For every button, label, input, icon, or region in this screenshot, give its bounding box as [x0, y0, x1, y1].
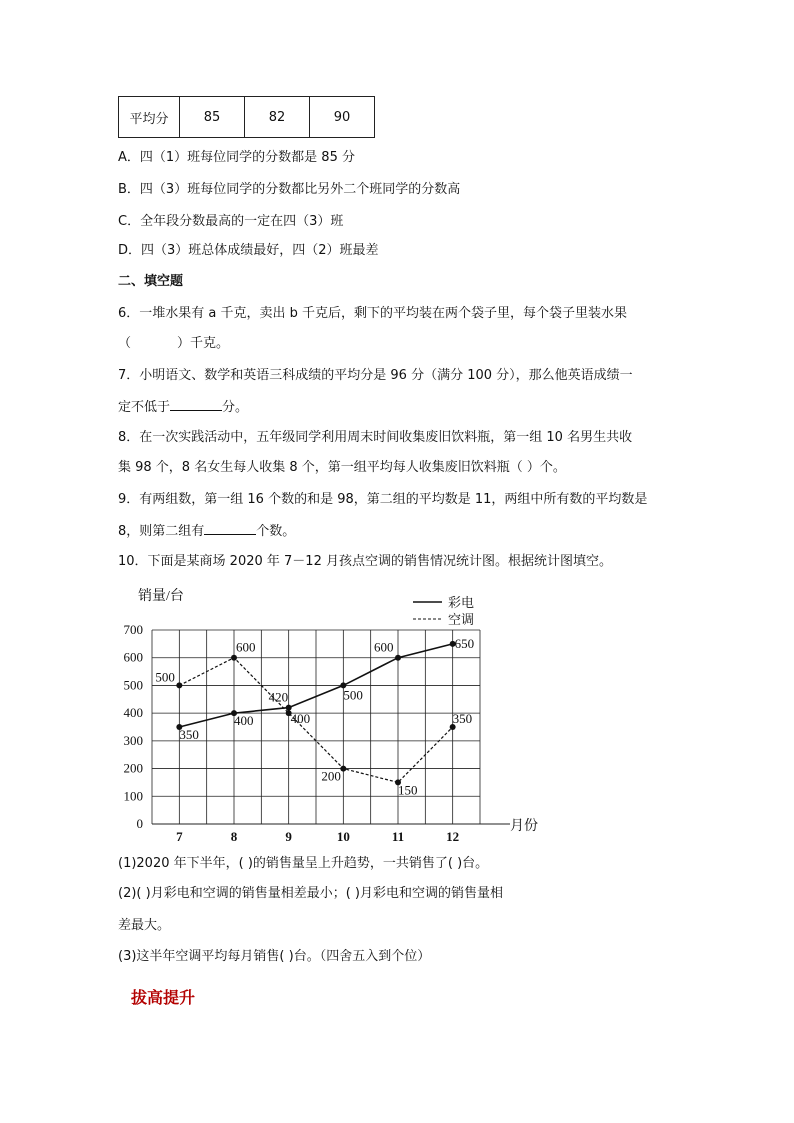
y-tick-label: 0 [136, 816, 143, 831]
data-point [176, 682, 182, 688]
x-tick-label: 12 [446, 829, 460, 844]
legend-label: 彩电 [448, 595, 475, 610]
data-point [340, 766, 346, 772]
q9-post: 个数。 [256, 524, 296, 539]
data-label: 200 [321, 768, 341, 784]
q7-pre: 定不低于 [118, 400, 171, 415]
question-6-line2 [118, 336, 229, 352]
score-table [118, 96, 375, 138]
y-tick-label: 200 [123, 760, 143, 776]
data-label: 400 [290, 711, 311, 727]
section-title-advanced: 拔高提升 [131, 988, 196, 1007]
option-c: C．全年段分数最高的一定在四（3）班 [118, 214, 344, 229]
q6-tail: ）千克。 [177, 336, 230, 351]
q7-post: 分。 [222, 400, 249, 415]
data-label: 600 [374, 639, 394, 655]
data-label: 150 [398, 782, 418, 798]
subquestion-2-line1: (2)( )月彩电和空调的销售量相差最小；( )月彩电和空调的销售量相 [118, 886, 503, 901]
option-b: B．四（3）班每位同学的分数都比另外二个班同学的分数高 [118, 182, 461, 197]
table-value-cell: 85 [180, 97, 245, 138]
data-point [231, 655, 237, 661]
subquestion-3: (3)这半年空调平均每月销售( )台。（四舍五入到个位） [118, 949, 431, 964]
data-point [286, 705, 292, 711]
chart-series [155, 636, 474, 798]
y-tick-label: 500 [123, 677, 143, 693]
data-label: 420 [268, 689, 289, 705]
x-tick-label: 11 [391, 829, 405, 844]
y-tick-label: 300 [123, 732, 143, 748]
sales-line-chart [123, 582, 550, 844]
x-tick-label: 7 [176, 829, 183, 844]
data-point [395, 655, 401, 661]
subquestion-1: (1)2020 年下半年，( )的销售量呈上升趋势，一共销售了( )台。 [118, 856, 489, 871]
subquestion-2-line2: 差最大。 [118, 918, 171, 933]
data-label: 650 [454, 635, 475, 651]
x-tick-label: 10 [336, 829, 350, 844]
question-7-line1: 7．小明语文、数学和英语三科成绩的平均分是 96 分（满分 100 分），那么他英语成绩一 [118, 368, 633, 383]
data-label: 500 [343, 687, 363, 703]
question-8-line2: 集 98 个，8 名女生每人收集 8 个，第一组平均每人收集废旧饮料瓶（ ）个。 [118, 460, 566, 475]
section-title: 二、填空题 [118, 274, 184, 289]
paren-open: （ [118, 336, 132, 351]
y-tick-label: 100 [123, 788, 143, 804]
option-a: A．四（1）班每位同学的分数都是 85 分 [118, 150, 355, 165]
question-7-line2 [118, 398, 248, 416]
chart-legend [413, 595, 474, 627]
table-value-cell: 82 [245, 97, 310, 138]
chart-grid [152, 630, 480, 824]
table-value-cell: 90 [310, 97, 375, 138]
table-row [119, 97, 375, 138]
y-tick-label: 400 [123, 705, 143, 721]
data-label: 500 [155, 669, 175, 685]
question-9-line2 [118, 522, 295, 540]
y-tick-label: 700 [123, 622, 143, 637]
data-label: 600 [236, 639, 256, 655]
legend-label: 空调 [448, 612, 475, 627]
x-tick-label: 8 [230, 829, 238, 844]
q9-pre: 8，则第二组有 [118, 524, 205, 539]
answer-blank[interactable] [170, 398, 222, 411]
x-axis-label: 月份 [510, 819, 538, 834]
x-tick-label: 9 [285, 829, 292, 844]
data-label: 400 [234, 713, 254, 729]
data-label: 350 [179, 727, 199, 742]
question-9-line1: 9．有两组数，第一组 16 个数的和是 98，第二组的平均数是 11，两组中所有数的平均数是 [118, 492, 648, 507]
question-6-line1: 6．一堆水果有 a 千克，卖出 b 千克后，剩下的平均装在两个袋子里，每个袋子里装水果 [118, 306, 628, 321]
chart-axes [124, 587, 539, 844]
y-tick-label: 600 [123, 649, 143, 665]
data-label: 350 [452, 711, 473, 726]
answer-blank[interactable] [204, 522, 256, 535]
y-axis-label: 销量/台 [138, 589, 184, 604]
table-label-cell: 平均分 [119, 97, 180, 138]
question-8-line1: 8．在一次实践活动中，五年级同学利用周末时间收集废旧饮料瓶，第一组 10 名男生共收 [118, 430, 633, 445]
option-d: D．四（3）班总体成绩最好，四（2）班最差 [118, 243, 379, 258]
question-10-line1: 10．下面是某商场 2020 年 7－12 月孩点空调的销售情况统计图。根据统计图填空。 [118, 554, 612, 569]
